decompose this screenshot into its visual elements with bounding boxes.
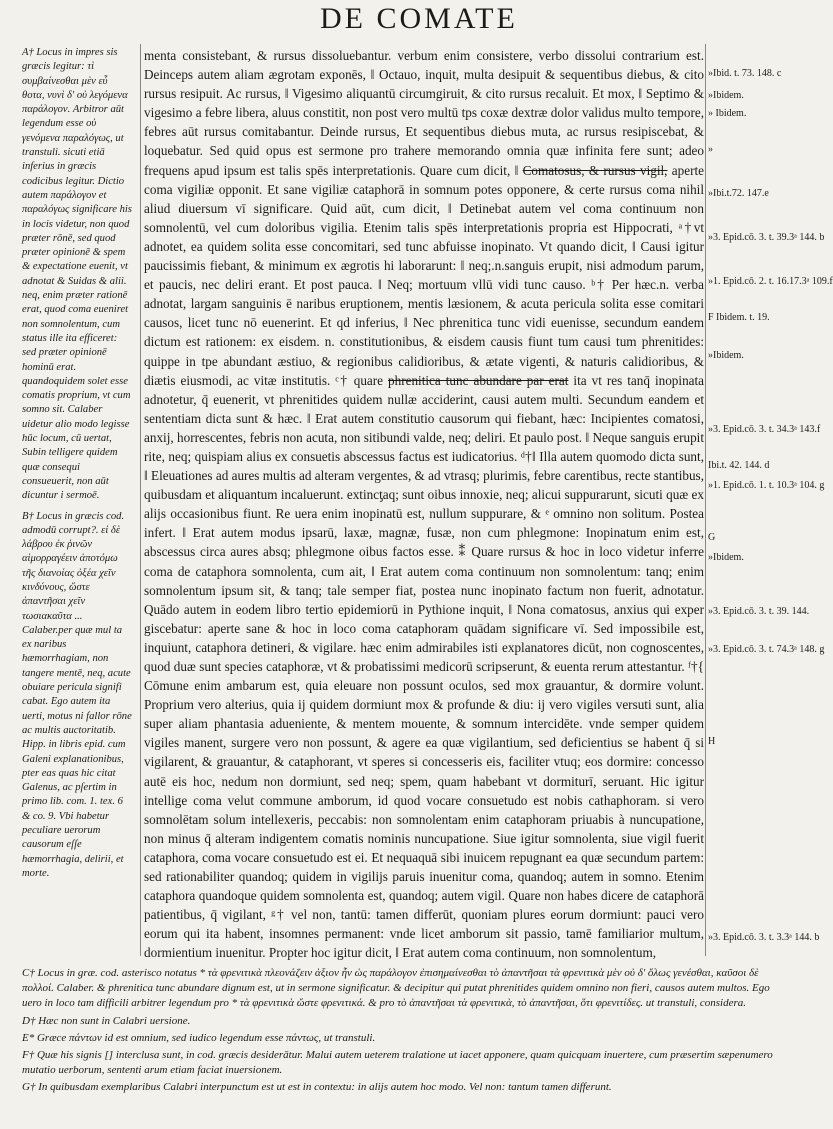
main-text-part-1: menta consistebant, & rursus dissoluebantur. verbum enim consistere, verbo dissolui contrarium est. Deinceps autem aliam ægrotam exponēs, ‖ Octauo, inquit, multa desipuit & sequentibus diebus, & cito rursus resipuit. Ac rursus, ‖ Vigesimo aliquantū circumgiruit, & cito rursus recaluit. Et mox, ‖ Septimo & vigesimo a febre libera, aluus constitit, non post vero multū tps coxæ dextræ dolor validus multo tempore, febres aūt rursus comitabantur. Deinde rursus, Et sequentibus diebus muta, ac rursus resipiscebat, & loquebatur. Sed quid opus est sermone pro trahere memorando omnia quæ infinita fere sunt; adeo frequens apud ipsum est talis spēs interpretationis. Quare cum dicit, ‖	[144, 48, 704, 178]
struck-phrase-1: Comatosus, & rursus vigil,	[522, 162, 668, 178]
margin-reference: G	[708, 532, 716, 543]
footnote-f: F† Quæ his signis [] interclusa sunt, in cod. græcis desiderātur. Malui autem ueterem tralatione ut iacet apponere, quam quicquam inuertere, cum præsertim sæpenumero mutatio uerborum, sententi arum etiam faciat inuersionem.	[22, 1048, 773, 1077]
margin-note-b: B† Locus in græcis cod. admodū corrupt?. εἰ δὲ λάβρου ἐκ ῥινῶν αἱμορραγέειν ἀποτόμω τῆς διανοίας ὀξέα χεῖν κινδύνους, ὥστε ἀπαντῆσαι χεῖν τωσιακαῦτα ... Calaber.per quæ mul ta ex naribus hæmorrhagiam, non tangere mentē, neq, acute obuiare pericula signifi cabat. Ego autem ita uerti, motus ni fallor rōne ac multis auctoritatib. Hipp. in libris epid. cum Galeni explanationibus, pter eas quas hic citat Galenus, ac pſertim in primo lib. com. 1. tex. 6 & co. 9. Vbi habetur peculiare uerorum causorum eſſe hæmorrhagia, delirii, et morte.	[22, 510, 132, 879]
footnotes	[22, 966, 782, 1097]
footnote-g: G† In quibusdam exemplaribus Calabri interpunctum est ut est in contextu: in alijs autem hoc modo. Vel non: tantum tamen differunt.	[22, 1081, 612, 1094]
column-rule-left	[140, 44, 141, 956]
margin-reference: F Ibidem. t. 19.	[708, 312, 770, 323]
margin-reference: »1. Epid.cō. 1. t. 10.3ᵃ 104. g	[708, 480, 825, 491]
margin-reference: » Ibidem.	[708, 108, 747, 119]
margin-reference: »3. Epid.cō. 3. t. 34.3ᵃ 143.f	[708, 424, 821, 435]
main-text-part-2: aperte coma vigiliæ opponit. Et sane vigiliæ cataphorā in somnum potes opponere, & certe rursus coma nihil aliud diuersum vī significare. Quid aūt, cum dicit, ‖ Detinebat autem vel coma continuum non somnolentū, vel cum doloribus vigilia. Etenim talis spēs interpretationis propria est Hippocrati, ᵃ†vt adnotet, ea quidem solita esse concomitari, sed tunc abfuisse inopinato. Vt quando dicit, ‖ Causi igitur paucissimis fiebant, & minimum ex ægrotis hi laborarunt: ‖ neq;.n.sanguis erupit, nisi admodum parum, et paucis, nec deliri erant. Et post pauca. ‖ Neq; mortuum vllū vidi tunc causo. ᵇ† Per hæc.n. verba adnotat, largam sanguinis ē naribus eruptionem, mentis læsionem, & acuta pericula solita esse comitari causos, licet tunc nō euenerint. Et qd inferius, ‖ Nec phrenitica tunc vidi euenisse, secundum eandem dictum est rationem: ex eisdem. n. constitutionibus, & eisdem causis fiunt tum causi tum phrenitides: quippe in tpe abundant æstiuo, & regionibus calidioribus, & ætate vigenti, & naturis calidioribus, & diætis eiusmodi, ac vitæ institutis. ᶜ† quare	[144, 162, 705, 388]
struck-phrase-2: phrenitica tunc abundare par erat	[388, 372, 569, 388]
margin-reference: »Ibidem.	[708, 350, 744, 361]
margin-reference: »3. Epid.cō. 3. t. 74.3ᵃ 148. g	[708, 644, 825, 655]
margin-reference: »Ibid. t. 73. 148. c	[708, 68, 782, 79]
margin-reference: »Ibidem.	[708, 90, 744, 101]
main-paragraph	[144, 46, 704, 963]
margin-reference: »3. Epid.cō. 3. t. 39. 144.	[708, 606, 810, 617]
margin-reference: »Ibi.t.72. 147.e	[708, 188, 769, 199]
column-rule-right	[705, 44, 706, 956]
margin-note-a: A† Locus in impres sis græcis legitur: τὶ συμβαίνεσθαι μὲν εὖ θοτα, νυνὶ δ' οὐ λεγόμενα παράλογον. Arbitror aūt legendum esse οὐ γενόμενα παραλόγως, ut transtuli. sicuti etiā inferius in græcis codicibus legitur. Dictio autem παράλογον et παραλόγως significare his in locis videtur, non quod præter rōnē, sed quod præter opinionē & spem & expectatione euenit, vt adnotat & Suidas & alii. neq, enim præter rationē erat, quod coma eueniret non somnolentum, cum status ille ita efficeret: sed præter opinionē hominū erat. quandoquidem solet esse comatis proprium, vt cum somno sit. Calaber uidetur alio modo legisse hūc locum, cū uertat, Subin telligere quidem quæ consequi consueuerit, non aūt dicuntur i sermoē.	[22, 47, 132, 502]
margin-reference: »Ibidem.	[708, 552, 744, 563]
page-title: DE COMATE	[320, 2, 518, 35]
margin-reference: »1. Epid.cō. 2. t. 16.17.3ᵃ 109.f	[708, 276, 833, 287]
footnote-c: C† Locus in græ. cod. asterisco notatus * τὰ φρενιτικὰ πλεονάζειν ἀξιον ἦν ὡς παράλογον ἐπισημαίνεσθαι τὸ ἀπαντῆσαι τὰ φρενιτικὰ μὲν οὐ δ' ὅλως γενέσθαι, καῦσοι δὲ πολλοί. Calaber. & phrenitica tunc abundare dignum est, ut in sermone significatur. & decipitur qui putat phrenitides quidem omnino non fieri, causos autem multos. Ego uero in loco tam difficili arbitrer legendum pro * τὰ φρενιτικὰ ὥστε φρενιτικά. & pro τὸ ἀπαντῆσαι τὰ φρενιτικὰ, τὸ ἀπαντῆσαι, ὅτι φρενιτίδες. ut transtuli, considera.	[22, 967, 770, 1010]
main-text-part-3: ita vt res tanq̄ inopinata adnotetur, q̄ euenerit, vt phrenitides quidem nullæ acciderint, causi autem multi. Secundum eandem et sententiam dicta sunt & hæc. ‖ Erat autem constitutio causorum qui fiebant, hæc: Incipientes comatosi, anxij, horrescentes, febris non acuta, non sitibundi valde, neq; deliri. Et paulo post. ‖ Neque sanguis erupit rite, neq; quispiam alius ex consuetis abscessus factus est iudicatorius. ᵈ†‖ Illa autem quomodo dicta sunt, ‖ Eleuationes ad aures multis ad alteram vergentes, & ad vtrasq; plurimis, febre carentibus, recte stantibus, quibusdam et aliquantum incaluerunt. extincƫaq; sunt oibus innoxie, neq; alicui suppurarunt, sicuti quæ ex alijs occasionibus fiunt. Re uera enim inopinatū est, nullum suppurare, & ᵉ omnino non solitum. Postea infert. ‖ Erat autem modus ipsarū, laxæ, magnæ, fusæ, non cum phlegmone: Inopinatum enim est, abscessus circa aures absq; phlegmone oibus factos esse. ⁑ Quare rursus & hoc in loco videtur inferre coma de cataphora somnolenta, cum ait, ‖ Erat autem coma continuum non somnolentum: tanq; enim somnolentum ipsum sit, & tanq; tale semper fiat, postea nunc inopinato factum non fuerit, adnotatur. Quādo autem in eodem libro tertio epidemiorū in Pythione inquit, ‖ Nona comatosus, anxius qui exper giscebatur: aperte sane & hoc in loco coma cataphoram quādam significare vī. Sed impossibile est, inquiunt, cataphora detineri, & vigilare. hæc enim admirabiles isti explanatores dicūt, non cognoscentes, quod duæ sunt species cataphoræ, vt & probatissimi medicorū scripserunt, & euenta rerum attestantur. ᶠ†{ Cōmune enim ambarum est, quia eleuare non possunt oculos, sed mox grauantur, & dormire volunt. Proprium vero alterius, quia ij quidem dormiunt mox & profunde & diu: ij vero vigiles versuti sunt, alia super aliam phantasia adueniente, & mentem mouente, & somnum intercidēte. vnde semper quidem vigiles manent, surgere vero non possunt, & agere ea quæ vigilantium, sed deficientius se habent q̄ si vigilarent, & grauantur, & cataphorant, vt speres si concesseris eis, faciliter vtuq; eos dormire: concesso autē eis hoc, nedum non dormiunt, sed neq; spem, quam habebant vt dormiturī, seruant. Hic igitur intellige coma velut commune amborum, id quod vocare consuetudo est nobis cathaphoram. si vero somnolētam solum intellexeris, peccabis: non somnolentam enim cataphoram priuabis à nuncupatione, non minus q̄ alteram indigentem comatis nominis nuncupatione. Siue igitur somnolenta, siue vigil fuerit cataphora, coma vocare consuetudo est ei. Et nequaquā sibi inuicem repugnant ea quæ secundum partem: sed rationabiliter quandoq; quidem in vigilijs paruis inuenitur coma, quandoq; autem in somno. Etenim cataphora quandoque quidem somnolenta est, quandoq; autem vigil. Quare non habes dicere de cataphorā patientibus, q̄ vigilant, ᵍ† vel non, tantū: tamen differūt, quoniam plures eorum dormiunt: pauci vero eorum qui ita habent, insomnes permanent: vnde licet amborum sit passio, tamē familiarior multum, dormientium inuenitur. Propter hoc igitur dicit, ‖ Erat autem coma continuum, non somnolentum,	[144, 372, 705, 961]
margin-reference: Ibi.t. 42. 144. d	[708, 460, 770, 471]
margin-reference: »3. Epid.cō. 3. t. 39.3ᵃ 144. b	[708, 232, 825, 243]
margin-reference: »3. Epid.cō. 3. t. 3.3ᵃ 144. b	[708, 932, 820, 943]
footnote-e: E* Græce πάντων id est omnium, sed iudico legendum esse πάντως, ut transtuli.	[22, 1031, 376, 1044]
main-text	[144, 46, 704, 963]
left-margin-notes	[22, 46, 132, 887]
footnote-d: D† Hæc non sunt in Calabri uersione.	[22, 1014, 191, 1027]
margin-reference: »	[708, 144, 713, 155]
margin-reference: H	[708, 736, 716, 747]
